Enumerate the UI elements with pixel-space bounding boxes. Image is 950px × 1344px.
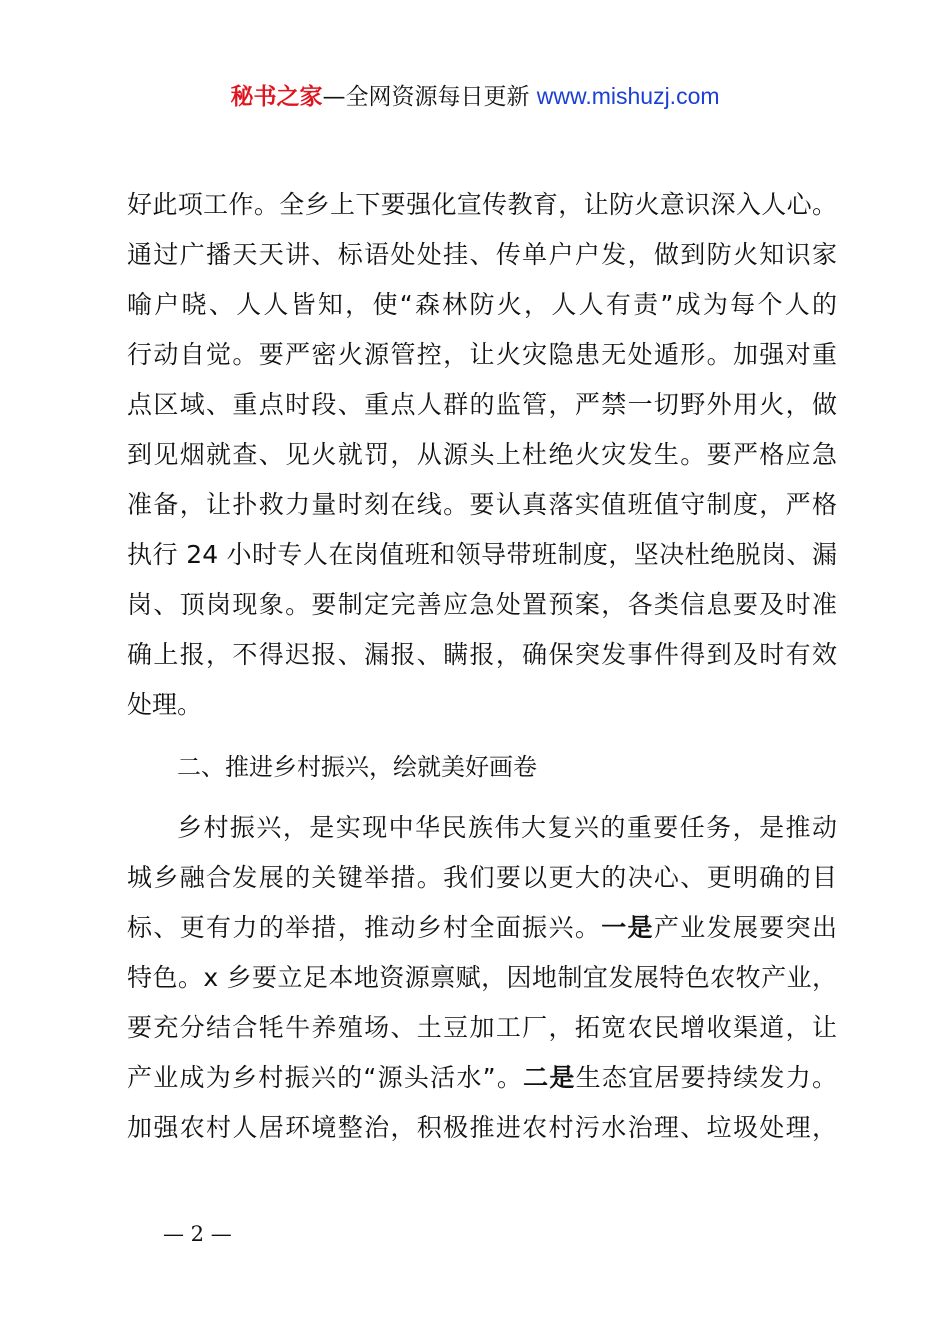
header-tagline: —全网资源每日更新 xyxy=(322,84,530,110)
text-segment: 标、更有力的举措，推动乡村全面振兴。 xyxy=(127,913,602,942)
site-url-link[interactable]: www.mishuzj.com xyxy=(536,83,720,109)
text-line: 好此项工作。全乡上下要强化宣传教育，让防火意识深入人心。 xyxy=(127,190,837,219)
text-line: 准备，让扑救力量时刻在线。要认真落实值班值守制度，严格 xyxy=(127,490,837,519)
text-line: 点区域、重点时段、重点人群的监管，严禁一切野外用火，做 xyxy=(127,390,837,419)
brand-name: 秘书之家 xyxy=(230,84,323,110)
text-line: 处理。 xyxy=(127,690,203,719)
text-line: 要充分结合牦牛养殖场、土豆加工厂，拓宽农民增收渠道，让 xyxy=(127,1013,837,1042)
text-line: 喻户晓、人人皆知，使“森林防火，人人有责”成为每个人的 xyxy=(127,290,837,319)
text-line: 加强农村人居环境整治，积极推进农村污水治理、垃圾处理， xyxy=(127,1113,837,1142)
text-line: 执行 24 小时专人在岗值班和领导带班制度，坚决杜绝脱岗、漏 xyxy=(127,540,837,569)
text-line: 城乡融合发展的关键举措。我们要以更大的决心、更明确的目 xyxy=(127,863,837,892)
text-line: 确上报，不得迟报、漏报、瞒报，确保突发事件得到及时有效 xyxy=(127,640,837,669)
text-line xyxy=(127,903,837,953)
paragraph-fire-prevention xyxy=(127,180,837,730)
text-line: 到见烟就查、见火就罚，从源头上杜绝火灾发生。要严格应急 xyxy=(127,440,837,469)
text-line: 通过广播天天讲、标语处处挂、传单户户发，做到防火知识家 xyxy=(127,240,837,269)
text-line: 特色。x 乡要立足本地资源禀赋，因地制宜发展特色农牧产业， xyxy=(127,963,837,992)
paragraph-rural-revitalization xyxy=(127,803,837,1153)
text-segment: 产业发展要突出 xyxy=(653,913,837,942)
text-segment: 产业成为乡村振兴的“源头活水”。 xyxy=(127,1063,524,1092)
page-number: — 2 — xyxy=(163,1222,232,1246)
emphasis-second: 二是 xyxy=(523,1063,576,1092)
text-segment: 生态宜居要持续发力。 xyxy=(575,1063,837,1092)
text-line: 行动自觉。要严密火源管控，让火灾隐患无处遁形。加强对重 xyxy=(127,340,837,369)
site-header xyxy=(0,78,950,115)
section-heading: 二、推进乡村振兴，绘就美好画卷 xyxy=(177,753,537,781)
emphasis-first: 一是 xyxy=(601,913,654,942)
text-line: 乡村振兴，是实现中华民族伟大复兴的重要任务，是推动 xyxy=(177,813,837,842)
text-line xyxy=(127,1053,837,1103)
text-line: 岗、顶岗现象。要制定完善应急处置预案，各类信息要及时准 xyxy=(127,590,837,619)
